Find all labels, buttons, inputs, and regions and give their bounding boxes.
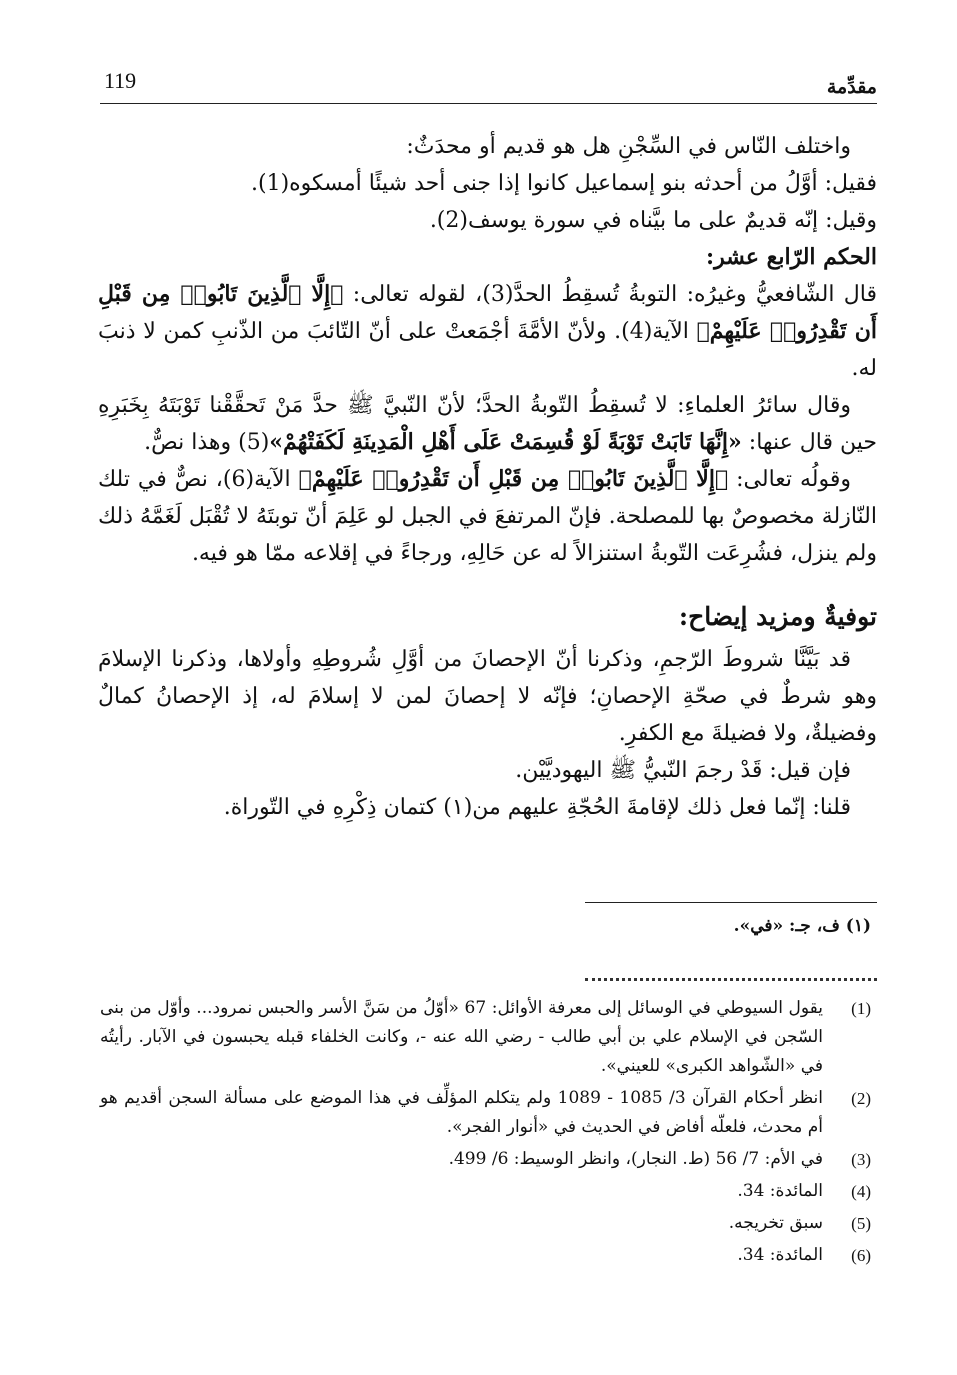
paragraph-8: فإن قيل: قَدْ رجمَ النّبيُّ ﷺ اليهوديَّيْن. xyxy=(515,758,851,783)
editor-note xyxy=(300,916,871,936)
footnotes xyxy=(100,994,871,1273)
footnote-number: (2) xyxy=(851,1089,871,1108)
hadith-quote: «إِنَّهَا تَابَتْ تَوْبَةً لَوْ قُسِمَتْ عَلَى أَهْلِ الْمَدِينَةِ لَكَفَتْهُمْ» xyxy=(269,429,742,455)
footnote-number: (1) xyxy=(851,999,871,1018)
footnote-rule xyxy=(585,902,877,903)
footnote xyxy=(100,1084,871,1142)
footnote xyxy=(100,994,871,1081)
footnote xyxy=(100,1209,871,1238)
page-number: 119 xyxy=(104,68,137,93)
paragraph-7: قد بَيَّنَّا شروطَ الرّجمِ، وذكرنا أنّ الإحصانَ من أوَّلِ شُروطِهِ وأولاها، وذكرنا الإسلامَ وهو شرطٌ في صحّةِ الإحصانِ؛ فإنّه لا إحصانَ لمن لا إسلامَ له، إذ الإحصانُ كمالٌ وفضيلةٌ، ولا فضيلةَ مع الكفرِ. xyxy=(98,647,877,746)
quran-verse-1: ﴿إِلَّا ٱلَّذِينَ تَابُوا۟ مِن قَبْلِ أَن تَقْدِرُوا۟ عَلَيْهِمْ﴾ xyxy=(98,281,877,344)
paragraph-4-end: الآية(4). ولأنّ الأمَّةَ أجْمَعتْ على أنّ التّائبَ من الذّنبِ كمن لا ذنبَ له. xyxy=(98,319,877,381)
paragraph-6 xyxy=(98,461,877,572)
section-heading-2: توفيةٌ ومزيد إيضاح: xyxy=(678,602,877,631)
paragraph-2: فقيل: أوَّلُ من أحدثه بنو إسماعيل كانوا إذا جنى أحد شيئًا أمسكوه(1). xyxy=(250,171,877,196)
footnote-text: انظر أحكام القرآن 3/ 1085 - 1089 ولم يتكلم المؤلِّف في هذا الموضع على مسألة السجن أقديم هو أم محدث، فلعلّه أفاض في الحديث في «أنوار الفجر». xyxy=(100,1088,824,1137)
paragraph-5-end: (5) وهذا نصٌّ. xyxy=(144,430,270,455)
paragraph-4 xyxy=(98,276,877,387)
footnote-text: يقول السيوطي في الوسائل إلى معرفة الأوائل: 67 «أوّلُ من سَنَّ الأسر والحبس نمرود... وأوّل من بنى السّجن في الإسلام علي بن أبي طالب - رضي الله عنه -، وكانت الخلفاء قبله يحبسون في الآبار. رأيتُه في «الشّواهد الكبرى» للعيني». xyxy=(100,998,823,1076)
section-heading-1: الحكم الرّابع عشر: xyxy=(705,244,877,270)
paragraph-6-start: وقولُه تعالى: xyxy=(728,467,852,492)
footnote xyxy=(100,1145,871,1174)
paragraph-3: وقيل: إنّه قديمٌ على ما بيَّناه في سورة يوسف(2). xyxy=(429,208,877,233)
footnote-number: (3) xyxy=(851,1150,871,1169)
editor-note-number: (١) xyxy=(845,916,871,936)
footnote-text: المائدة: 34. xyxy=(737,1245,823,1265)
main-text xyxy=(98,128,877,826)
quran-verse-2: ﴿إِلَّا ٱلَّذِينَ تَابُوا۟ مِن قَبْلِ أَن تَقْدِرُوا۟ عَلَيْهِمْ﴾ xyxy=(298,466,729,492)
footnote-number: (6) xyxy=(851,1246,871,1265)
paragraph-5 xyxy=(98,387,877,461)
paragraph-9: قلنا: إنّما فعل ذلك لإقامةَ الحُجّةِ عليهم من(١) كتمان ذِكْرِهِ في التّوراة. xyxy=(223,795,851,820)
footnote xyxy=(100,1177,871,1206)
running-title: مقدِّمة xyxy=(826,76,877,98)
footnote xyxy=(100,1241,871,1270)
footnote-text: في الأم: 7/ 56 (ط. النجار)، وانظر الوسيط: 6/ 499. xyxy=(448,1149,823,1169)
footnote-text: المائدة: 34. xyxy=(737,1181,823,1201)
editor-note-text: ف، جـ: «في». xyxy=(733,916,840,936)
paragraph-1: واختلف النّاس في السِّجْنِ هل هو قديم أو محدَثٌ: xyxy=(406,134,851,159)
paragraph-4-start: قال الشّافعيُّ وغيرُه: التوبةُ تُسقِطُ الحدَّ(3)، لقوله تعالى: xyxy=(343,282,878,307)
footnote-number: (4) xyxy=(851,1182,871,1201)
header-rule xyxy=(100,103,877,104)
footnote-text: سبق تخريجه. xyxy=(728,1213,823,1233)
dotted-separator xyxy=(585,978,877,981)
page-header xyxy=(100,68,877,102)
paragraph-5-start: وقال سائرُ العلماءِ: لا تُسقِطُ التّوبةُ الحدَّ؛ لأنّ النّبيَّ ﷺ حدَّ مَنْ تَحقَّقْنا تَوْبَتَهُ بِخَبَرِهِ حين قال عنها: xyxy=(98,393,877,455)
footnote-number: (5) xyxy=(851,1214,871,1233)
paragraph-6-end: الآية(6)، نصٌّ في تلك النّازلة مخصوصٌ بها للمصلحة. فإنّ المرتفعَ في الجبل لو عَلِمَ أنّ توبتَهُ لا تُقْبَل لَغَمَّهُ ذلك ولم ينزل، فشُرِعَت التّوبةُ استنزالاً له عن حَالِهِ، ورجاءً في إقلاعه ممّا هو فيه. xyxy=(98,467,877,566)
